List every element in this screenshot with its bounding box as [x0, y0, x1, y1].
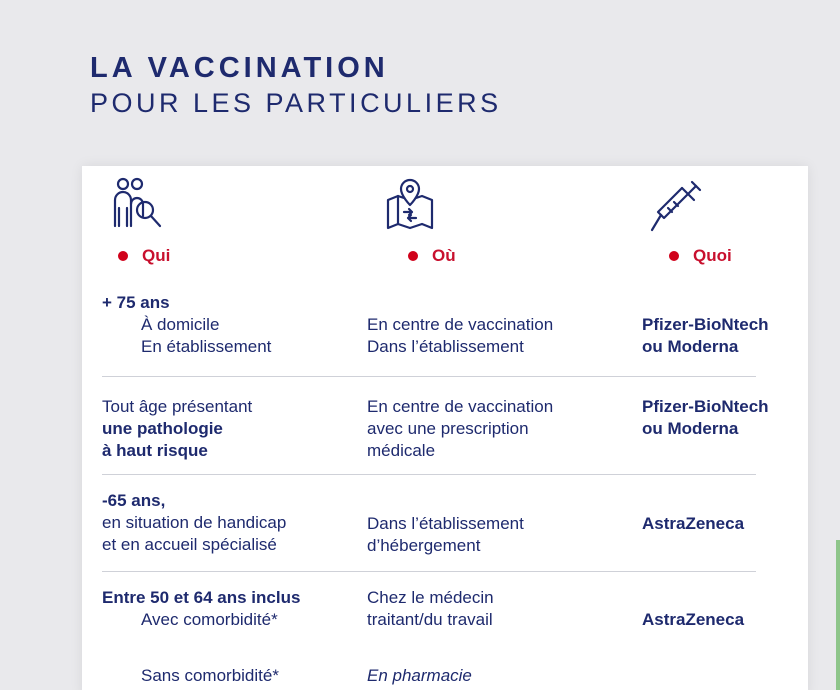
row-2-who-line: à haut risque — [102, 441, 208, 460]
row-3-who-line: et en accueil spécialisé — [102, 535, 277, 554]
column-header-where-label: Où — [432, 246, 456, 265]
row-5-where — [367, 665, 472, 687]
row-1-where-line: Dans l’établissement — [367, 337, 524, 356]
page-subtitle: POUR LES PARTICULIERS — [90, 88, 502, 118]
bullet-dot — [669, 251, 679, 261]
row-2-where-line: avec une prescription — [367, 419, 529, 438]
row-3-who-line: -65 ans, — [102, 491, 166, 510]
row-4-what — [642, 609, 744, 631]
row-1-who — [102, 292, 271, 358]
row-4-where-line: traitant/du travail — [367, 610, 493, 629]
column-header-what-label: Quoi — [693, 246, 732, 265]
row-1-where-line: En centre de vaccination — [367, 315, 554, 334]
row-1-what-line: Pfizer-BioNtech — [642, 315, 769, 334]
row-1-who-line: + 75 ans — [102, 293, 170, 312]
column-header-what — [669, 246, 732, 266]
row-3-where-line: d’hébergement — [367, 536, 481, 555]
row-3-what-line: AstraZeneca — [642, 514, 745, 533]
bullet-dot — [408, 251, 418, 261]
row-3-who-line: en situation de handicap — [102, 513, 287, 532]
row-2-who — [102, 396, 252, 462]
row-4-what-line: AstraZeneca — [642, 610, 745, 629]
column-header-who — [118, 246, 170, 266]
row-divider — [102, 571, 756, 572]
syringe-icon — [646, 176, 706, 236]
row-1-what — [642, 314, 769, 358]
row-4-who-line: Avec comorbidité* — [141, 610, 278, 629]
row-2-what-line: ou Moderna — [642, 419, 739, 438]
people-search-icon — [106, 174, 166, 234]
row-4-where — [367, 587, 494, 631]
row-1-what-line: ou Moderna — [642, 337, 739, 356]
row-divider — [102, 376, 756, 377]
edge-strip — [836, 540, 840, 690]
row-2-what — [642, 396, 769, 440]
row-1-who-line: À domicile — [141, 315, 220, 334]
row-divider — [102, 474, 756, 475]
page-title: LA VACCINATION — [90, 52, 389, 84]
row-1-where — [367, 314, 553, 358]
row-3-what — [642, 513, 744, 535]
row-3-who — [102, 490, 286, 556]
row-5-who — [102, 665, 279, 687]
column-header-who-label: Qui — [142, 246, 171, 265]
row-2-where-line: En centre de vaccination — [367, 397, 554, 416]
row-2-where — [367, 396, 553, 462]
row-3-where-line: Dans l’établissement — [367, 514, 524, 533]
location-map-icon — [380, 174, 440, 234]
row-1-who-line: En établissement — [141, 337, 272, 356]
row-2-who-line: Tout âge présentant — [102, 397, 253, 416]
row-2-who-line: une pathologie — [102, 419, 223, 438]
row-4-where-line: Chez le médecin — [367, 588, 494, 607]
row-4-who — [102, 587, 300, 631]
bullet-dot — [118, 251, 128, 261]
column-header-where — [408, 246, 456, 266]
row-4-who-line: Entre 50 et 64 ans inclus — [102, 588, 301, 607]
row-2-what-line: Pfizer-BioNtech — [642, 397, 769, 416]
row-2-where-line: médicale — [367, 441, 436, 460]
row-3-where — [367, 513, 524, 557]
row-5-who-line: Sans comorbidité* — [141, 666, 279, 685]
row-5-where-line: En pharmacie — [367, 666, 472, 685]
